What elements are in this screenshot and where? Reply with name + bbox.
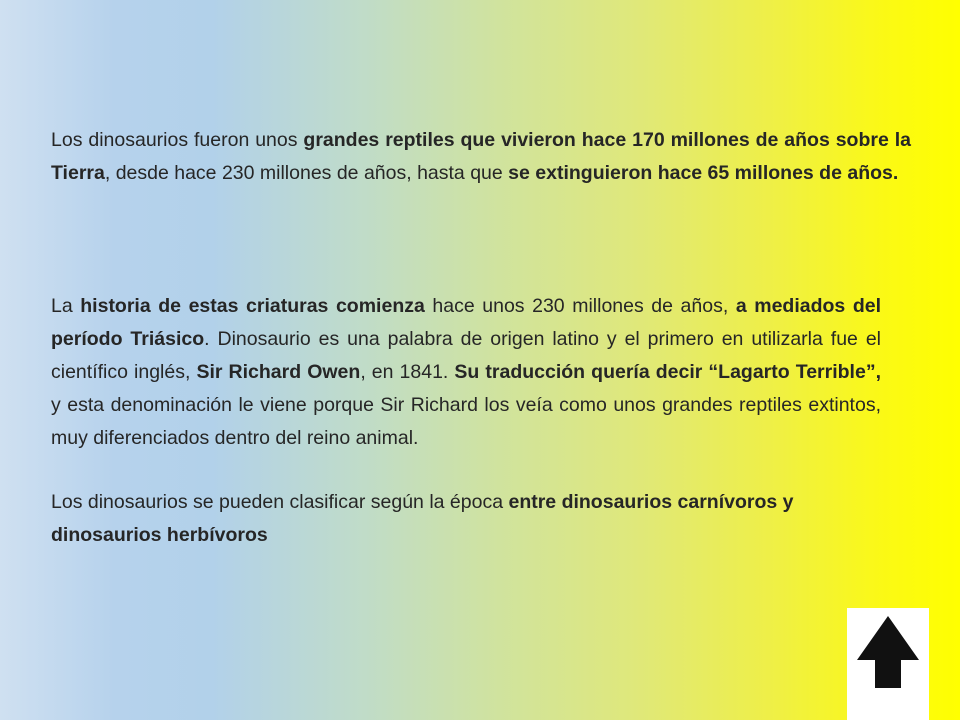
- paragraph-dinosaur-history: [51, 290, 881, 455]
- paragraph-dinosaur-classification: [51, 486, 881, 552]
- bold-text-segment: Su traducción quería decir “Lagarto Terrible”,: [454, 361, 881, 383]
- text-segment: , desde hace 230 millones de años, hasta que: [104, 162, 509, 184]
- text-segment: Los dinosaurios fueron unos: [51, 129, 304, 151]
- text-segment: , en 1841.: [360, 361, 455, 383]
- bold-text-segment: Sir Richard Owen: [196, 361, 361, 383]
- paragraph-dinosaur-intro: [51, 124, 911, 190]
- text-segment: La: [51, 295, 81, 317]
- text-segment: . Dinosaurio es una palabra de origen latino y el primero en utilizarla fue el científico inglés,: [51, 328, 882, 383]
- bold-text-segment: grandes reptiles que vivieron hace 170 millones de años sobre la Tierra: [51, 129, 911, 184]
- bold-text-segment: se extinguieron hace 65 millones de años.: [508, 162, 899, 184]
- bold-text-segment: entre dinosaurios carnívoros y dinosaurios herbívoros: [51, 491, 794, 546]
- arrow-up-icon: [847, 608, 929, 720]
- bold-text-segment: a mediados del período Triásico: [51, 295, 882, 350]
- text-segment: Los dinosaurios se pueden clasificar según la época: [51, 491, 509, 513]
- text-segment: hace unos 230 millones de años,: [424, 295, 736, 317]
- text-segment: y esta denominación le viene porque Sir Richard los veía como unos grandes reptiles extintos, muy diferenciados dentro del reino animal.: [51, 394, 881, 449]
- back-to-top-button[interactable]: [847, 608, 929, 720]
- bold-text-segment: historia de estas criaturas comienza: [80, 295, 425, 317]
